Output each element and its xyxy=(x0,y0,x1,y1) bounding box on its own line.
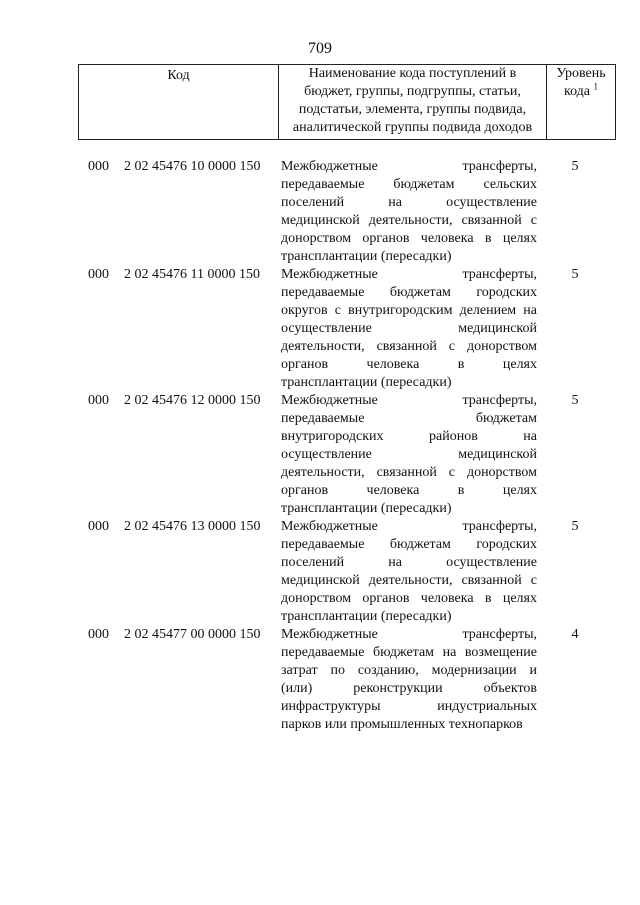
code-level: 5 xyxy=(571,393,579,408)
income-name-line: донорством органов человека в целях xyxy=(281,591,537,606)
header-name-line: Наименование кода поступлений в xyxy=(308,66,517,81)
income-name-line: Межбюджетные трансферты, xyxy=(281,267,537,282)
income-name-line: органов человека в целях xyxy=(281,357,537,372)
income-name-line: передаваемые бюджетам xyxy=(281,411,537,426)
income-name-line: трансплантации (пересадки) xyxy=(281,501,452,516)
income-name-line: медицинской деятельности, связанной с xyxy=(281,573,537,588)
income-name-line: трансплантации (пересадки) xyxy=(281,249,452,264)
table-header xyxy=(78,64,616,140)
admin-code: 000 xyxy=(88,627,109,642)
income-name-line: деятельности, связанной с донорством xyxy=(281,339,537,354)
income-code: 2 02 45476 13 0000 150 xyxy=(124,519,261,534)
admin-code: 000 xyxy=(88,267,109,282)
income-name-line: инфраструктуры индустриальных xyxy=(281,699,537,714)
income-name-line: Межбюджетные трансферты, xyxy=(281,159,537,174)
table-body xyxy=(0,158,640,734)
code-level: 4 xyxy=(571,627,579,642)
income-name xyxy=(281,626,537,734)
header-name-line: подстатьи, элемента, группы подвида, xyxy=(298,102,527,117)
table-row xyxy=(0,626,640,734)
income-code: 2 02 45476 11 0000 150 xyxy=(124,267,260,282)
income-name-line: передаваемые бюджетам сельских xyxy=(281,177,537,192)
income-name-line: парков или промышленных технопарков xyxy=(281,717,523,732)
income-name xyxy=(281,158,537,266)
code-level: 5 xyxy=(571,159,579,174)
income-code: 2 02 45476 10 0000 150 xyxy=(124,159,261,174)
income-name-line: внутригородских районов на xyxy=(281,429,537,444)
income-name-line: передаваемые бюджетам городских xyxy=(281,285,537,300)
income-name-line: трансплантации (пересадки) xyxy=(281,609,452,624)
income-name xyxy=(281,266,537,392)
income-name-line: Межбюджетные трансферты, xyxy=(281,393,537,408)
income-name-line: осуществление медицинской xyxy=(281,447,537,462)
page-number: 709 xyxy=(308,40,332,57)
income-code: 2 02 45476 12 0000 150 xyxy=(124,393,261,408)
income-name xyxy=(281,518,537,626)
income-name-line: поселений на осуществление xyxy=(281,555,537,570)
income-name-line: поселений на осуществление xyxy=(281,195,537,210)
header-code: Код xyxy=(79,65,279,140)
income-name-line: медицинской деятельности, связанной с xyxy=(281,213,537,228)
income-name-line: Межбюджетные трансферты, xyxy=(281,627,537,642)
income-code: 2 02 45477 00 0000 150 xyxy=(124,627,261,642)
table-row xyxy=(0,266,640,392)
income-name-line: органов человека в целях xyxy=(281,483,537,498)
income-name-line: осуществление медицинской xyxy=(281,321,537,336)
admin-code: 000 xyxy=(88,519,109,534)
income-name-line: трансплантации (пересадки) xyxy=(281,375,452,390)
code-level: 5 xyxy=(571,519,579,534)
code-level: 5 xyxy=(571,267,579,282)
admin-code: 000 xyxy=(88,159,109,174)
admin-code: 000 xyxy=(88,393,109,408)
income-name-line: (или) реконструкции объектов xyxy=(281,681,537,696)
header-level xyxy=(547,65,616,140)
income-name-line: округов с внутригородским делением на xyxy=(281,303,537,318)
header-name-line: бюджет, группы, подгруппы, статьи, xyxy=(304,84,521,99)
table-row xyxy=(0,158,640,266)
income-name-line: Межбюджетные трансферты, xyxy=(281,519,537,534)
footnote-marker: 1 xyxy=(593,81,599,92)
income-name-line: передаваемые бюджетам городских xyxy=(281,537,537,552)
income-name-line: деятельности, связанной с донорством xyxy=(281,465,537,480)
header-level-line: Уровень xyxy=(556,66,606,81)
header-row xyxy=(79,65,616,140)
income-name xyxy=(281,392,537,518)
income-name-line: затрат по созданию, модернизации и xyxy=(281,663,537,678)
income-name-line: донорством органов человека в целях xyxy=(281,231,537,246)
header-name xyxy=(279,65,547,140)
header-name-line: аналитической группы подвида доходов xyxy=(292,120,533,135)
table-row xyxy=(0,518,640,626)
table-row xyxy=(0,392,640,518)
header-level-line: кода xyxy=(563,84,591,99)
income-name-line: передаваемые бюджетам на возмещение xyxy=(281,645,537,660)
